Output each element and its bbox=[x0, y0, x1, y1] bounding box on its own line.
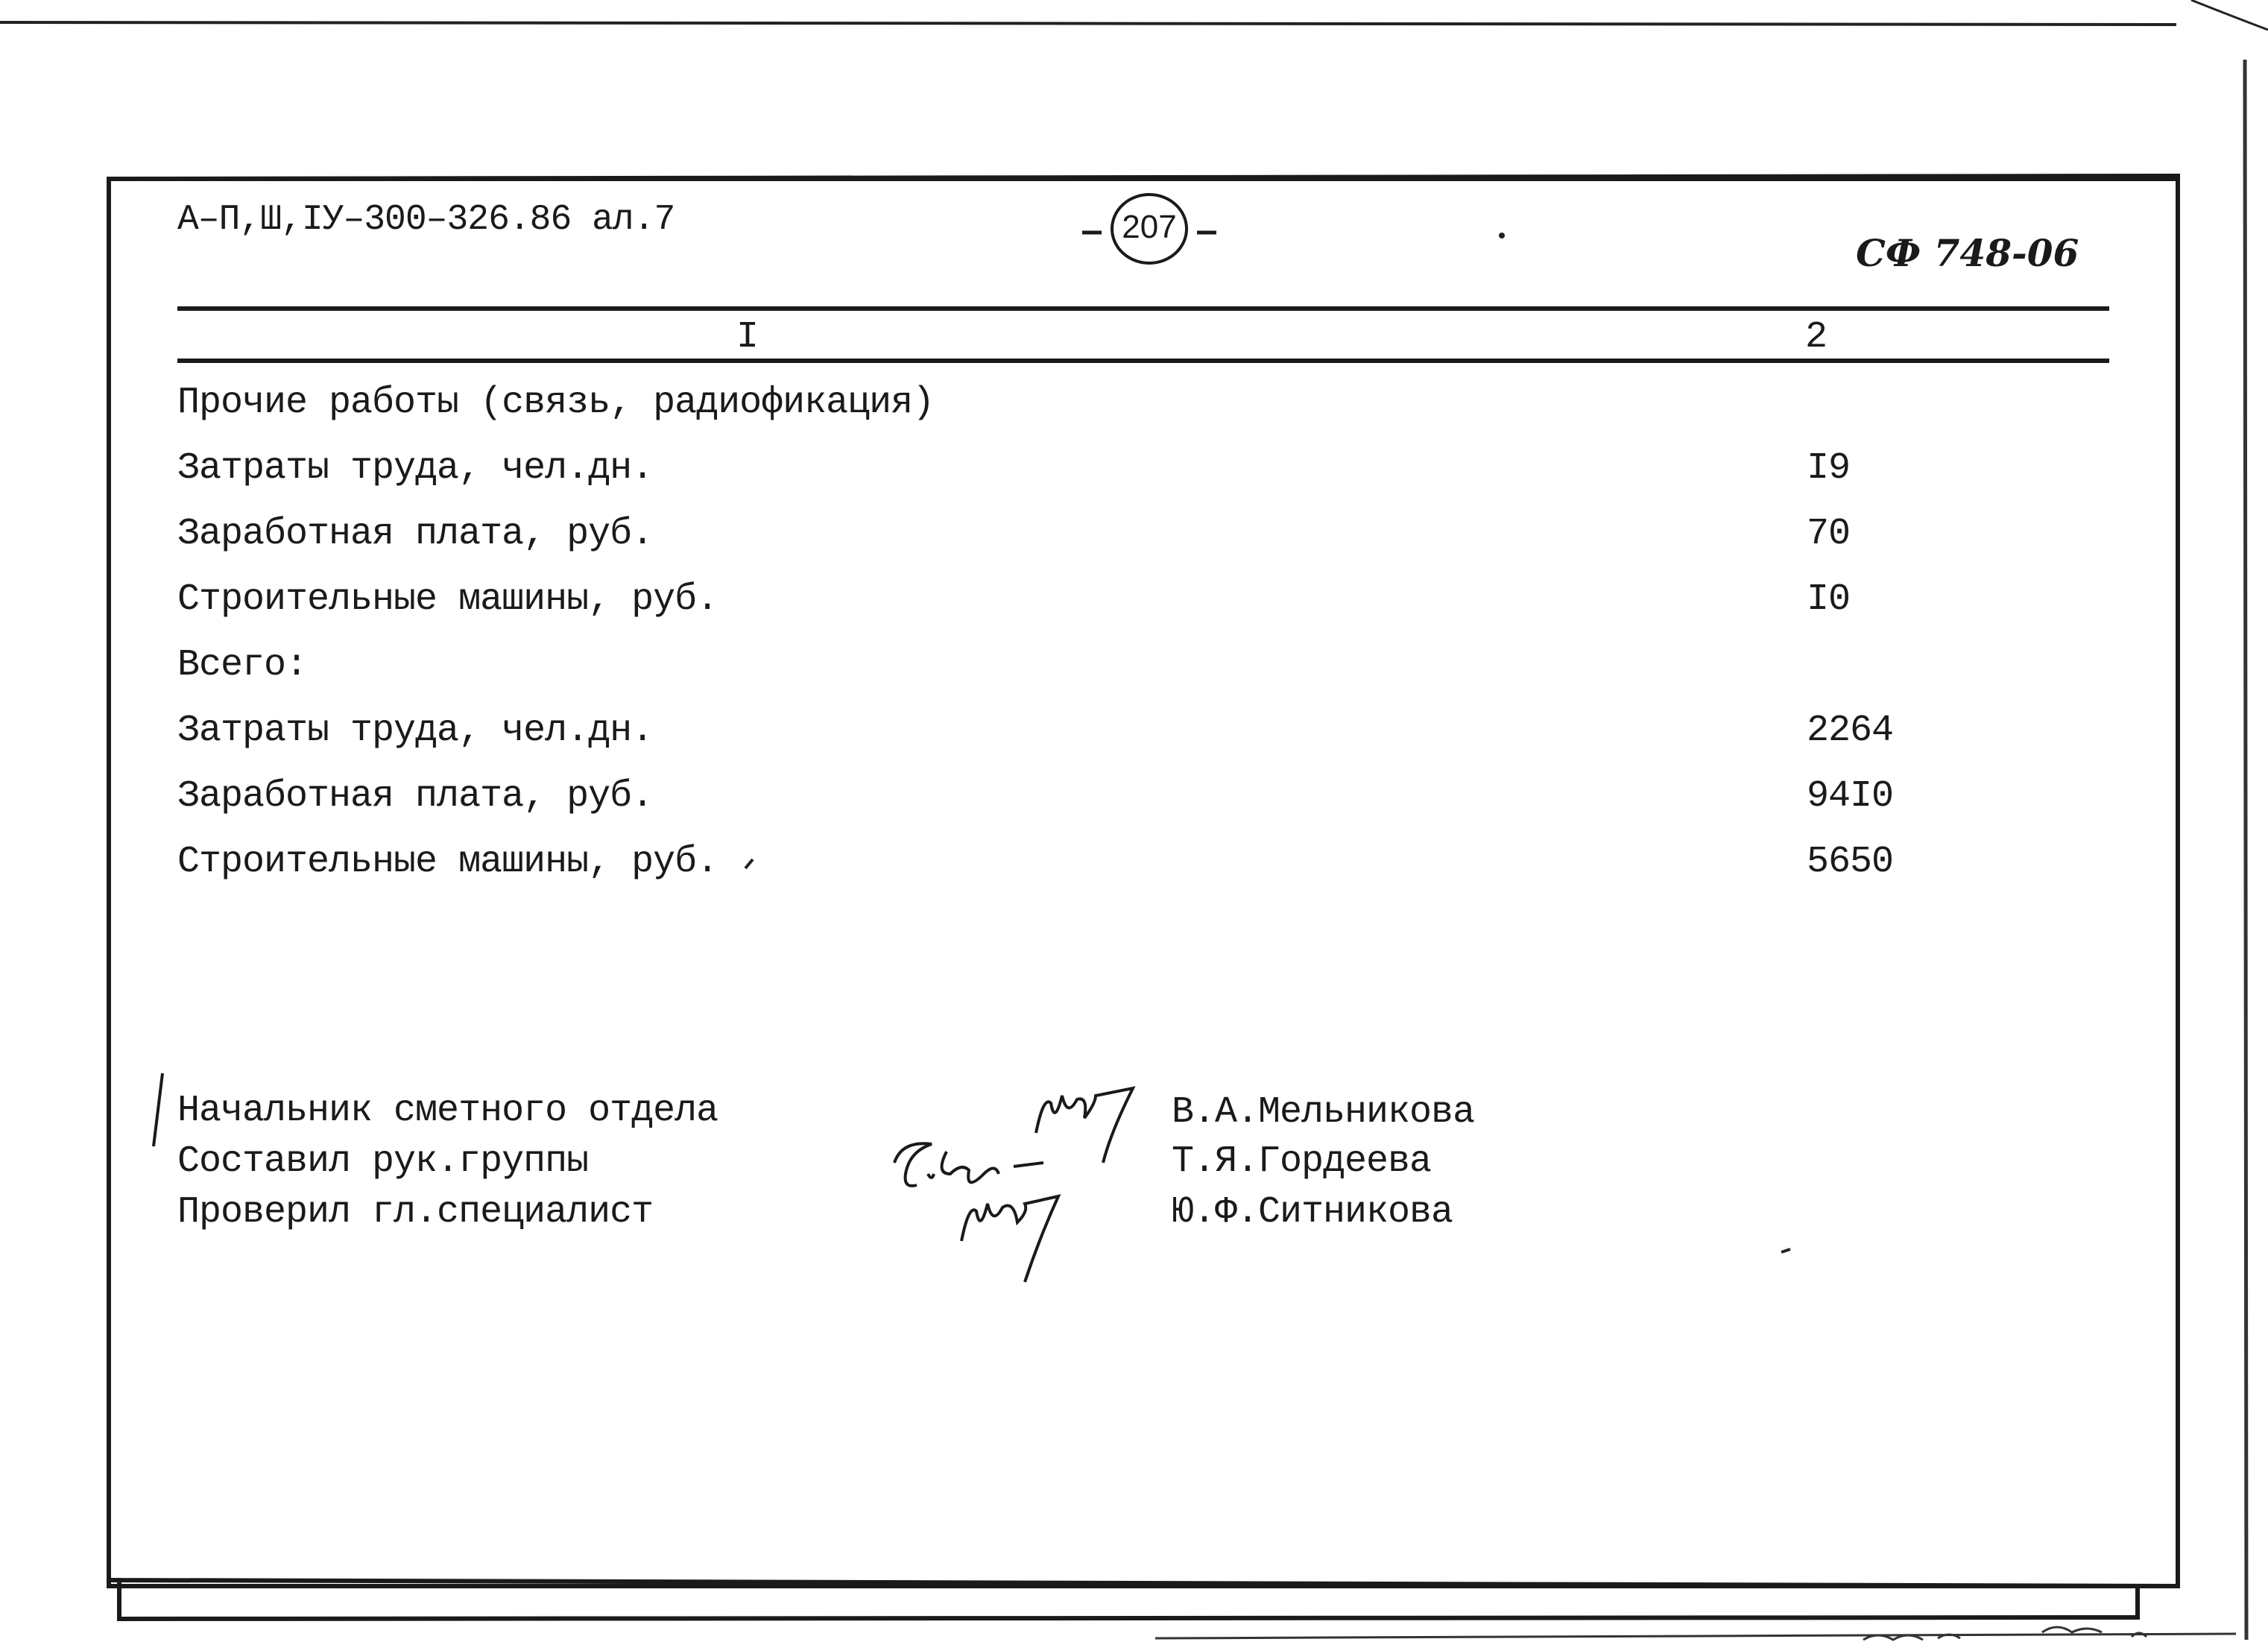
scan-edge-right bbox=[2245, 60, 2246, 1640]
row-value: 70 bbox=[1807, 513, 1851, 555]
row-value: 5650 bbox=[1807, 841, 1894, 883]
row-label: Прочие работы (связь, радиофикация) bbox=[177, 382, 935, 424]
stray-mark bbox=[1781, 1249, 1790, 1252]
signature-name: Ю.Ф.Ситникова bbox=[1172, 1191, 1453, 1234]
scan-edge-top bbox=[0, 22, 2176, 25]
row-value: I0 bbox=[1807, 578, 1851, 621]
row-label: Строительные машины, руб. bbox=[177, 841, 718, 883]
signature-name: Т.Я.Гордеева bbox=[1172, 1140, 1432, 1183]
signature-role: Проверил гл.специалист bbox=[177, 1191, 654, 1234]
row-label: Заработная плата, руб. bbox=[177, 775, 654, 818]
scan-edge-corner bbox=[2191, 0, 2268, 30]
page-number: 207 bbox=[1122, 209, 1177, 245]
row-label: Заработная плата, руб. bbox=[177, 513, 654, 555]
signature-top bbox=[1036, 1088, 1133, 1163]
stray-mark bbox=[745, 859, 753, 868]
signature-role: Начальник сметного отдела bbox=[177, 1090, 718, 1132]
signature-middle bbox=[894, 1143, 1043, 1186]
row-value: 2264 bbox=[1807, 710, 1894, 752]
document-stamp-code: СФ 748-06 bbox=[1856, 231, 2079, 275]
row-label: Всего: bbox=[177, 644, 308, 686]
margin-tick bbox=[154, 1073, 162, 1146]
signature-bottom bbox=[961, 1196, 1058, 1282]
row-label: Затраты труда, чел.дн. bbox=[177, 710, 654, 752]
row-label: Строительные машины, руб. bbox=[177, 578, 718, 621]
row-value: I9 bbox=[1807, 447, 1851, 490]
row-value: 94I0 bbox=[1807, 775, 1894, 818]
signature-role: Составил рук.группы bbox=[177, 1140, 589, 1183]
row-label: Затраты труда, чел.дн. bbox=[177, 447, 654, 490]
document-reference: А–П,Ш,IУ–300–326.86 ал.7 bbox=[177, 200, 675, 240]
speck bbox=[1499, 233, 1505, 239]
column-header-1: I bbox=[736, 316, 759, 359]
scan-edge-bottom bbox=[1155, 1634, 2236, 1638]
column-header-2: 2 bbox=[1805, 316, 1828, 359]
signature-name: В.А.Мельникова bbox=[1172, 1091, 1475, 1134]
